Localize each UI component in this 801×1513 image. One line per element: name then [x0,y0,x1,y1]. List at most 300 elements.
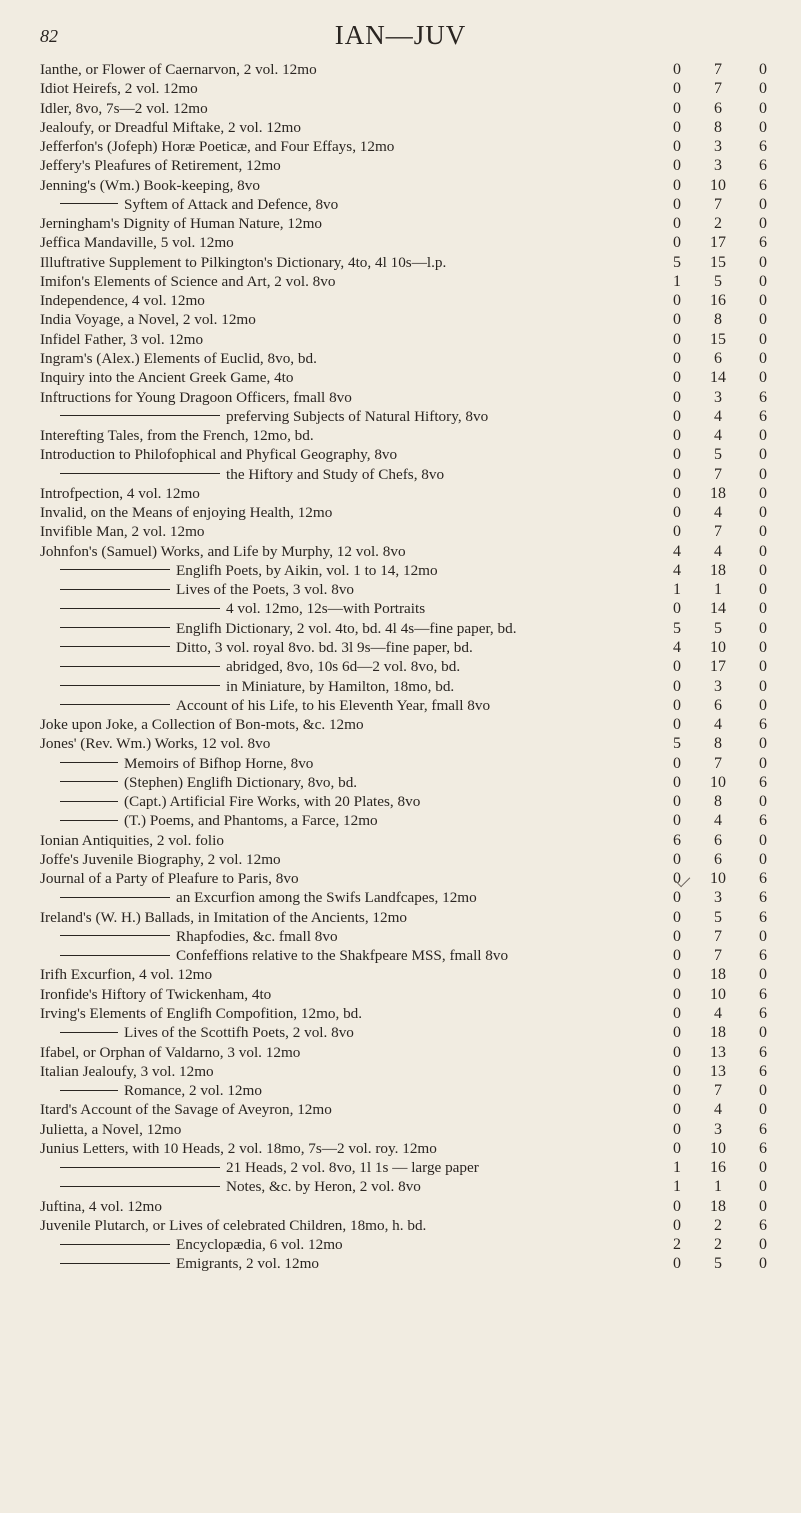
entry-title-text: Inftructions for Young Dragoon Officers, fmall 8vo [40,388,352,406]
price-shillings: 5 [714,619,722,637]
catalogue-entry [0,1062,801,1081]
price-pounds: 0 [673,465,681,483]
price-shillings: 5 [714,908,722,926]
entry-title-text: Lives of the Scottifh Poets, 2 vol. 8vo [124,1024,354,1042]
price-pence: 6 [759,773,767,791]
price-pounds: 4 [673,638,681,656]
entry-title [40,1120,690,1139]
entry-title [40,272,690,291]
price-pounds: 6 [673,831,681,849]
entry-title [60,657,710,676]
entry-title [40,965,690,984]
entry-title-text: in Miniature, by Hamilton, 18mo, bd. [226,677,455,695]
entry-title [60,1081,710,1100]
entry-title [60,1254,710,1273]
catalogue-entry [0,214,801,233]
price-pounds: 0 [673,696,681,714]
catalogue-entry [0,137,801,156]
price-pence: 6 [759,947,767,965]
price-pence: 6 [759,388,767,406]
price-pence: 0 [759,446,767,464]
entry-title-text: Junius Letters, with 10 Heads, 2 vol. 18mo, 7s—2 vol. roy. 12mo [40,1139,437,1157]
entry-title-text: India Voyage, a Novel, 2 vol. 12mo [40,311,256,329]
entry-title-text: Encyclopædia, 6 vol. 12mo [176,1236,343,1254]
ditto-rule [60,1032,118,1033]
price-pounds: 0 [673,446,681,464]
page-number: 82 [40,26,58,46]
price-pounds: 5 [673,735,681,753]
price-pounds: 0 [673,138,681,156]
entry-title [40,850,690,869]
entry-title [60,677,710,696]
entry-title [40,1062,690,1081]
price-shillings: 10 [710,773,726,791]
price-shillings: 4 [714,1101,722,1119]
entry-title-text: Johnfon's (Samuel) Works, and Life by Murphy, 12 vol. 8vo [40,542,406,560]
catalogue-entry [0,368,801,387]
catalogue-entry [0,657,801,676]
entry-title [40,1139,690,1158]
price-pence: 0 [759,1236,767,1254]
page-header [0,20,801,56]
price-pence: 0 [759,1101,767,1119]
price-pounds: 0 [673,985,681,1003]
price-shillings: 8 [714,311,722,329]
price-shillings: 14 [710,369,726,387]
price-pence: 0 [759,272,767,290]
price-pence: 0 [759,292,767,310]
price-pounds: 0 [673,523,681,541]
price-pounds: 1 [673,1159,681,1177]
entry-title-text: Englifh Dictionary, 2 vol. 4to, bd. 4l 4s—fine paper, bd. [176,619,517,637]
entry-title [60,638,710,657]
price-shillings: 3 [714,677,722,695]
entry-title-text: Account of his Life, to his Eleventh Year, fmall 8vo [176,696,491,714]
ditto-rule [60,1186,220,1187]
price-pence: 0 [759,99,767,117]
price-shillings: 2 [714,1236,722,1254]
ditto-rule [60,704,170,705]
price-pounds: 5 [673,619,681,637]
catalogue-entry [0,484,801,503]
catalogue-entry [0,503,801,522]
price-shillings: 8 [714,735,722,753]
price-shillings: 16 [710,1159,726,1177]
catalogue-entry [0,734,801,753]
catalogue-entry [0,831,801,850]
catalogue-entry [0,1235,801,1254]
catalogue-entry [0,927,801,946]
price-shillings: 18 [710,1024,726,1042]
price-pence: 6 [759,889,767,907]
price-shillings: 3 [714,157,722,175]
ditto-rule [60,1090,118,1091]
price-pounds: 0 [673,311,681,329]
price-pence: 0 [759,1024,767,1042]
entry-title [60,927,710,946]
entry-title-text: Illuftrative Supplement to Pilkington's Dictionary, 4to, 4l 10s—l.p. [40,253,447,271]
price-pounds: 0 [673,908,681,926]
catalogue-entry [0,1004,801,1023]
price-shillings: 8 [714,118,722,136]
price-pence: 0 [759,427,767,445]
entry-title [40,831,690,850]
entry-title [40,542,690,561]
price-pence: 0 [759,850,767,868]
price-pence: 6 [759,870,767,888]
price-shillings: 4 [714,407,722,425]
entry-title-text: Notes, &c. by Heron, 2 vol. 8vo [226,1178,421,1196]
price-pounds: 0 [673,947,681,965]
price-pence: 0 [759,619,767,637]
entry-title [40,1216,690,1235]
ditto-rule [60,569,170,570]
entry-title-text: 21 Heads, 2 vol. 8vo, 1l 1s — large paper [226,1159,479,1177]
entry-title-text: Irifh Excurfion, 4 vol. 12mo [40,966,213,984]
price-pounds: 0 [673,176,681,194]
entry-title [40,985,690,1004]
entry-title [60,1158,710,1177]
price-pence: 6 [759,1043,767,1061]
entry-title [40,908,690,927]
price-shillings: 2 [714,1216,722,1234]
entry-title [60,561,710,580]
entry-title-text: (Stephen) Englifh Dictionary, 8vo, bd. [124,773,358,791]
price-shillings: 13 [710,1062,726,1080]
entry-title [40,118,690,137]
price-shillings: 3 [714,889,722,907]
price-pounds: 1 [673,581,681,599]
entry-title [60,465,710,484]
entry-title [40,1004,690,1023]
entry-title-text: the Hiftory and Study of Chefs, 8vo [226,465,445,483]
price-pounds: 0 [673,793,681,811]
entry-title-text: (Capt.) Artificial Fire Works, with 20 Plates, 8vo [124,793,421,811]
catalogue-entry [0,638,801,657]
catalogue-entry [0,1100,801,1119]
entry-title [60,619,710,638]
price-pounds: 0 [673,966,681,984]
price-pence: 6 [759,176,767,194]
entry-title [60,407,710,426]
entry-title-text: Introduction to Philofophical and Phyfical Geography, 8vo [40,446,398,464]
entry-title [40,137,690,156]
ditto-rule [60,685,220,686]
price-pence: 6 [759,407,767,425]
price-pounds: 0 [673,1255,681,1273]
entry-title [40,388,690,407]
price-shillings: 6 [714,850,722,868]
price-shillings: 5 [714,272,722,290]
price-shillings: 2 [714,215,722,233]
catalogue-entry [0,310,801,329]
price-shillings: 6 [714,349,722,367]
entry-title-text: Jeffica Mandaville, 5 vol. 12mo [40,234,234,252]
catalogue-entry [0,773,801,792]
entry-title-text: Jefferfon's (Jofeph) Horæ Poeticæ, and Four Effays, 12mo [40,138,395,156]
price-shillings: 18 [710,966,726,984]
entry-title [40,445,690,464]
entry-title [60,1023,710,1042]
ditto-rule [60,897,170,898]
entry-title-text: Juftina, 4 vol. 12mo [40,1197,162,1215]
price-pence: 6 [759,157,767,175]
price-pounds: 0 [673,1005,681,1023]
price-shillings: 10 [710,176,726,194]
price-shillings: 3 [714,388,722,406]
entry-title-text: Journal of a Party of Pleafure to Paris, 8vo [40,870,299,888]
entry-title-text: Inquiry into the Ancient Greek Game, 4to [40,369,294,387]
price-pence: 0 [759,80,767,98]
price-shillings: 6 [714,831,722,849]
entry-title [40,253,690,272]
entry-title [40,330,690,349]
catalogue-entry [0,1254,801,1273]
catalogue-list [0,60,801,1274]
catalogue-entry [0,233,801,252]
entry-title-text: Infidel Father, 3 vol. 12mo [40,330,204,348]
catalogue-entry [0,407,801,426]
price-pounds: 0 [673,234,681,252]
price-shillings: 6 [714,696,722,714]
price-pounds: 0 [673,61,681,78]
price-shillings: 8 [714,793,722,811]
entry-title-text: Ironfide's Hiftory of Twickenham, 4to [40,985,272,1003]
price-pounds: 0 [673,1043,681,1061]
catalogue-entry [0,946,801,965]
entry-title-text: Ditto, 3 vol. royal 8vo. bd. 3l 9s—fine paper, bd. [176,638,473,656]
price-pence: 0 [759,61,767,78]
entry-title-text: Ionian Antiquities, 2 vol. folio [40,831,224,849]
entry-title-text: preferving Subjects of Natural Hiftory, 8vo [226,407,489,425]
catalogue-entry [0,349,801,368]
price-shillings: 4 [714,542,722,560]
catalogue-entry [0,465,801,484]
price-pounds: 4 [673,542,681,560]
entry-title [60,888,710,907]
price-pounds: 0 [673,1082,681,1100]
price-pence: 6 [759,1005,767,1023]
price-pounds: 0 [673,1197,681,1215]
entry-title [40,869,690,888]
catalogue-entry [0,754,801,773]
price-pounds: 0 [673,195,681,213]
catalogue-entry [0,715,801,734]
price-pence: 0 [759,966,767,984]
price-shillings: 14 [710,600,726,618]
price-pence: 0 [759,735,767,753]
catalogue-entry [0,1043,801,1062]
price-pence: 0 [759,369,767,387]
catalogue-entry [0,330,801,349]
catalogue-entry [0,522,801,541]
price-pounds: 0 [673,484,681,502]
entry-title [60,773,710,792]
ditto-rule [60,646,170,647]
catalogue-entry [0,677,801,696]
price-shillings: 7 [714,947,722,965]
price-shillings: 18 [710,1197,726,1215]
entry-title-text: Memoirs of Bifhop Horne, 8vo [124,754,314,772]
price-pence: 6 [759,908,767,926]
ditto-rule [60,203,118,204]
price-shillings: 15 [710,330,726,348]
price-pounds: 5 [673,253,681,271]
price-pounds: 4 [673,561,681,579]
entry-title-text: Jenning's (Wm.) Book-keeping, 8vo [40,176,260,194]
price-shillings: 4 [714,504,722,522]
price-shillings: 15 [710,253,726,271]
ditto-rule [60,666,220,667]
catalogue-entry [0,965,801,984]
price-shillings: 6 [714,99,722,117]
price-pence: 0 [759,638,767,656]
entry-title [40,60,690,79]
ditto-rule [60,473,220,474]
price-shillings: 4 [714,1005,722,1023]
price-pence: 0 [759,1255,767,1273]
entry-title [60,946,710,965]
catalogue-entry [0,176,801,195]
entry-title [60,1177,710,1196]
price-pounds: 0 [673,99,681,117]
price-pence: 0 [759,118,767,136]
price-pounds: 0 [673,812,681,830]
price-pence: 0 [759,1159,767,1177]
entry-title-text: Jealoufy, or Dreadful Miftake, 2 vol. 12mo [40,118,301,136]
ditto-rule [60,1263,170,1264]
entry-title-text: Jerningham's Dignity of Human Nature, 12mo [40,215,322,233]
entry-title [40,214,690,233]
price-shillings: 4 [714,716,722,734]
catalogue-entry [0,99,801,118]
entry-title-text: Invifible Man, 2 vol. 12mo [40,523,205,541]
ditto-rule [60,589,170,590]
price-pounds: 0 [673,658,681,676]
entry-title-text: Invalid, on the Means of enjoying Health, 12mo [40,504,333,522]
ditto-rule [60,955,170,956]
ditto-rule [60,935,170,936]
ditto-rule [60,627,170,628]
catalogue-entry [0,1177,801,1196]
entry-title [60,580,710,599]
price-shillings: 4 [714,812,722,830]
entry-title [40,156,690,175]
catalogue-entry [0,850,801,869]
entry-title-text: Interefting Tales, from the French, 12mo, bd. [40,427,314,445]
catalogue-entry [0,60,801,79]
price-pounds: 0 [673,1216,681,1234]
catalogue-entry [0,908,801,927]
entry-title-text: Ireland's (W. H.) Ballads, in Imitation of the Ancients, 12mo [40,908,408,926]
catalogue-entry [0,426,801,445]
entry-title-text: Idler, 8vo, 7s—2 vol. 12mo [40,99,208,117]
price-pence: 0 [759,696,767,714]
price-shillings: 17 [710,234,726,252]
entry-title-text: Italian Jealoufy, 3 vol. 12mo [40,1062,214,1080]
entry-title [40,79,690,98]
catalogue-entry [0,272,801,291]
price-pence: 0 [759,465,767,483]
price-pence: 6 [759,1216,767,1234]
price-shillings: 16 [710,292,726,310]
price-pence: 0 [759,195,767,213]
catalogue-entry [0,1120,801,1139]
price-pounds: 0 [673,927,681,945]
catalogue-entry [0,1197,801,1216]
entry-title-text: Confeffions relative to the Shakfpeare MSS, fmall 8vo [176,947,509,965]
ditto-rule [60,1244,170,1245]
entry-title [40,368,690,387]
price-shillings: 7 [714,61,722,78]
price-shillings: 5 [714,1255,722,1273]
catalogue-entry [0,445,801,464]
price-shillings: 10 [710,985,726,1003]
entry-title-text: 4 vol. 12mo, 12s—with Portraits [226,600,426,618]
price-shillings: 18 [710,561,726,579]
price-shillings: 18 [710,484,726,502]
entry-title-text: Introfpection, 4 vol. 12mo [40,484,200,502]
entry-title [60,754,710,773]
price-pounds: 0 [673,1024,681,1042]
price-pounds: 0 [673,773,681,791]
entry-title [60,792,710,811]
price-pence: 0 [759,349,767,367]
entry-title-text: abridged, 8vo, 10s 6d—2 vol. 8vo, bd. [226,658,461,676]
catalogue-entry [0,156,801,175]
price-pence: 0 [759,677,767,695]
price-pence: 0 [759,793,767,811]
entry-title-text: Itard's Account of the Savage of Aveyron, 12mo [40,1101,332,1119]
price-pounds: 0 [673,215,681,233]
entry-title [60,811,710,830]
entry-title-text: Englifh Poets, by Aikin, vol. 1 to 14, 12mo [176,561,438,579]
price-pence: 6 [759,1062,767,1080]
entry-title [40,291,690,310]
ditto-rule [60,415,220,416]
price-pence: 0 [759,504,767,522]
entry-title [40,426,690,445]
entry-title-text: (T.) Poems, and Phantoms, a Farce, 12mo [124,812,378,830]
entry-title-text: Emigrants, 2 vol. 12mo [176,1255,320,1273]
price-pence: 6 [759,1139,767,1157]
catalogue-entry [0,599,801,618]
entry-title [60,195,710,214]
price-shillings: 5 [714,446,722,464]
price-shillings: 4 [714,427,722,445]
price-pence: 6 [759,234,767,252]
price-shillings: 10 [710,1139,726,1157]
ditto-rule [60,1167,220,1168]
entry-title-text: Romance, 2 vol. 12mo [124,1082,262,1100]
entry-title-text: Syftem of Attack and Defence, 8vo [124,195,339,213]
entry-title [60,599,710,618]
price-pounds: 0 [673,407,681,425]
catalogue-entry [0,619,801,638]
entry-title [40,1043,690,1062]
catalogue-entry [0,79,801,98]
price-pence: 0 [759,831,767,849]
price-pence: 6 [759,985,767,1003]
price-pence: 0 [759,330,767,348]
price-pounds: 0 [673,369,681,387]
entry-title [40,176,690,195]
price-pence: 0 [759,581,767,599]
price-shillings: 7 [714,1082,722,1100]
entry-title [40,310,690,329]
price-pence: 6 [759,1120,767,1138]
ditto-rule [60,820,118,821]
